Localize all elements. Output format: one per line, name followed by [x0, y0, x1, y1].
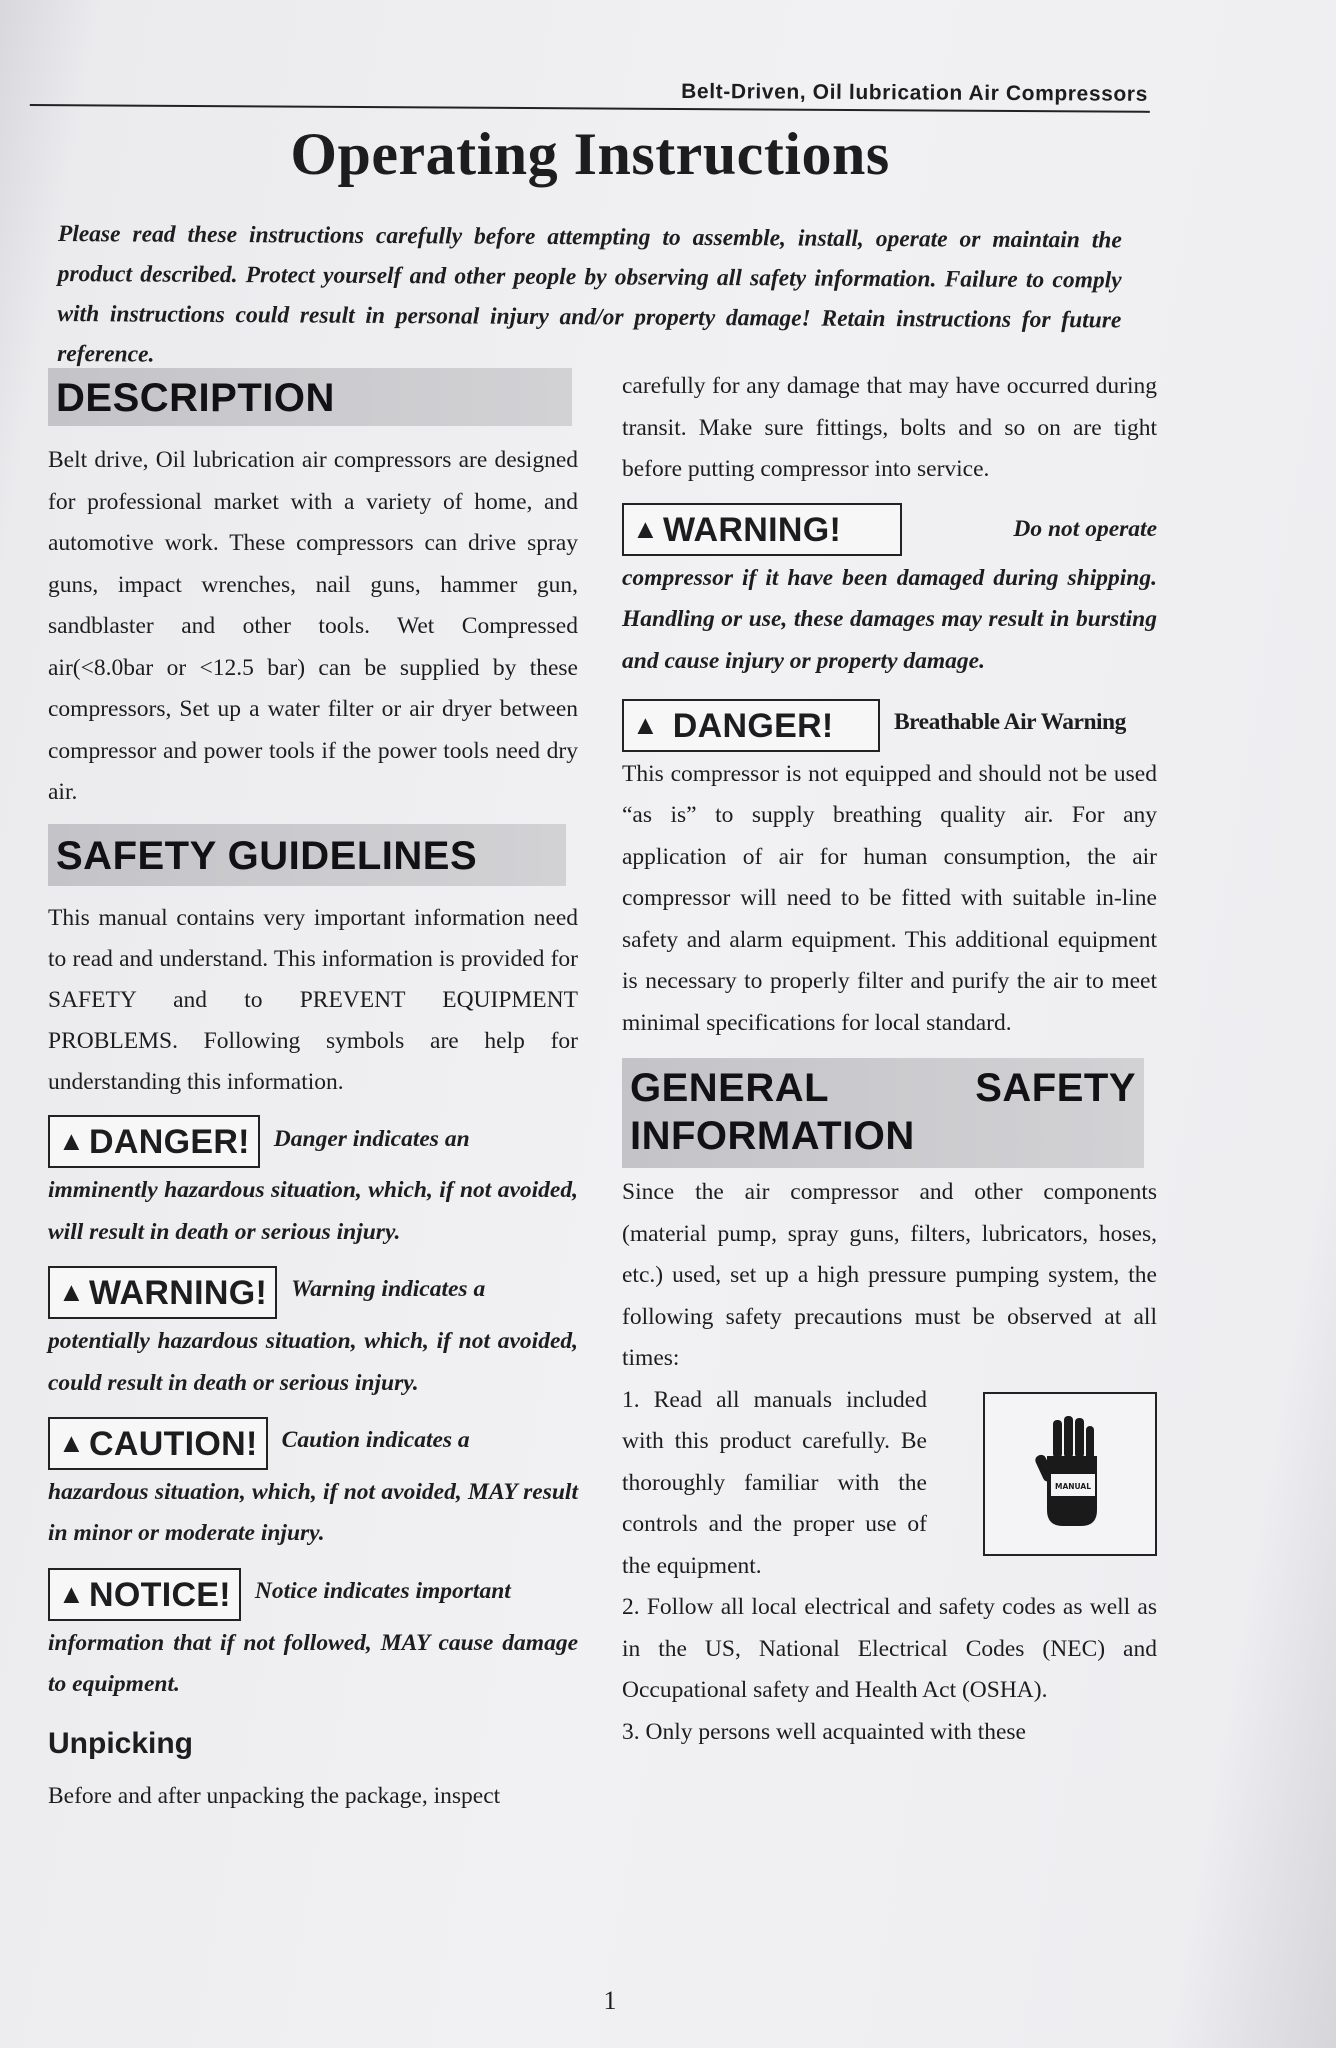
right-danger: [622, 696, 1157, 1044]
notice-definition: information that if not followed, MAY cause damage to equipment.: [48, 1629, 578, 1698]
general-heading-word-2: SAFETY: [975, 1066, 1136, 1111]
safety-guidelines-text: This manual contains very important information need to read and understand. This information is provided for SAFETY and to PREVENT EQUIPMENT PROBLEMS. Following symbols are help for understanding this information.: [48, 904, 578, 1095]
right-warning-text: compressor if it have been damaged during shipping. Handling or use, these damages may result in bursting and cause injury or property damage.: [622, 564, 1157, 674]
notice-label: NOTICE!: [89, 1575, 231, 1614]
right-danger-label-box: [622, 699, 880, 752]
list-item-1-wrap: [622, 1380, 1157, 1588]
unpacking-continued-text: carefully for any damage that may have occurred during transit. Make sure fittings, bolts and so on are tight before putting compressor into service.: [622, 373, 1157, 482]
warning-triangle-icon: ▲: [58, 1126, 86, 1157]
description-text: Belt drive, Oil lubrication air compressors are designed for professional market with a variety of home, and automotive work. These compressors can drive spray guns, impact wrenches, nail guns, hammer gun, sandblaster and other tools. Wet Compressed air(<8.0bar or <12.5 bar) can be supplied by these compressors, Set up a water filter or air dryer between compressor and power tools if the power tools need dry air.: [48, 447, 578, 805]
warning-lead: Warning indicates a: [291, 1276, 486, 1303]
breathable-air-warning-title: Breathable Air Warning: [894, 709, 1126, 735]
intro-paragraph: Please read these instructions carefully before attempting to assemble, install, operate or maintain the product described. Protect yourself and other people by observing all safety information. Failure to comply with instructions could result in personal injury and/or property damage! Retain instructions for future reference.: [57, 220, 1122, 368]
right-warning: [622, 503, 1157, 683]
warning-triangle-icon: ▲: [58, 1277, 86, 1308]
danger-definition: imminently hazardous situation, which, if not avoided, will result in death or serious injury.: [48, 1177, 578, 1245]
general-heading-word-3: INFORMATION: [630, 1114, 915, 1159]
general-heading-word-1: GENERAL: [630, 1066, 830, 1111]
warning-triangle-icon: ▲: [58, 1427, 86, 1458]
caution-label: CAUTION!: [89, 1424, 258, 1463]
left-column: [48, 368, 578, 1817]
right-column: [622, 366, 1157, 1753]
list-item: 1. Read all manuals included with this product carefully. Be thoroughly familiar with the controls and the proper use of the equipment.: [622, 1386, 927, 1579]
right-danger-label: DANGER!: [672, 706, 834, 745]
signal-notice: [48, 1565, 578, 1706]
general-safety-text: Since the air compressor and other components (material pump, spray guns, filters, lubricators, hoses, etc.) used, set up a high pressure pumping system, the following safety precautions must be observed at all times:: [622, 1179, 1157, 1372]
list-item: 2. Follow all local electrical and safety codes as well as in the US, National Electrical Codes (NEC) and Occupational safety and Health Act (OSHA).: [622, 1594, 1157, 1704]
warning-triangle-icon: ▲: [58, 1578, 86, 1609]
caution-lead: Caution indicates a: [281, 1427, 470, 1454]
breathing-air-text: This compressor is not equipped and should not be used “as is” to supply breathing quality air. For any application of air for human consumption, the air compressor will need to be fitted with suitable in-line safety and alarm equipment. This additional equipment is necessary to properly filter and purify the air to meet minimal specifications for local standard.: [622, 760, 1157, 1036]
warning-triangle-icon: ▲: [632, 709, 660, 740]
notice-label-box: [48, 1568, 241, 1621]
read-manual-symbol: [983, 1392, 1157, 1556]
right-warning-label: WARNING!: [663, 510, 842, 549]
safety-guidelines-heading: SAFETY GUIDELINES: [48, 824, 566, 886]
unpicking-heading: Unpicking: [48, 1726, 194, 1760]
warning-triangle-icon: ▲: [632, 513, 660, 544]
page-number: 1: [603, 1986, 617, 2015]
signal-warning: [48, 1263, 578, 1404]
page-title: Operating Instructions: [290, 121, 890, 187]
list-item: 3. Only persons well acquainted with these: [622, 1718, 1026, 1745]
description-heading: DESCRIPTION: [48, 368, 572, 426]
danger-label-box: [48, 1115, 260, 1168]
read-manual-hand-icon: [1025, 1414, 1115, 1534]
unpicking-text: Before and after unpacking the package, inspect: [48, 1782, 501, 1809]
right-warning-lead: Do not operate: [1013, 516, 1157, 542]
warning-definition: potentially hazardous situation, which, if not avoided, could result in death or serious injury.: [48, 1328, 578, 1396]
caution-label-box: [48, 1417, 268, 1470]
danger-label: DANGER!: [89, 1123, 250, 1162]
warning-label: WARNING!: [89, 1274, 268, 1313]
warning-label-box: [48, 1266, 277, 1319]
signal-caution: [48, 1414, 578, 1555]
caution-definition: hazardous situation, which, if not avoided, MAY result in minor or moderate injury.: [48, 1478, 578, 1547]
right-warning-label-box: [622, 503, 902, 556]
general-safety-heading: [622, 1058, 1144, 1168]
running-head: Belt-Driven, Oil lubrication Air Compressors: [30, 76, 1150, 113]
danger-lead: Danger indicates an: [273, 1125, 470, 1152]
signal-danger: [48, 1113, 578, 1254]
notice-lead: Notice indicates important: [254, 1577, 511, 1604]
manual-label: MANUAL: [1055, 1481, 1091, 1491]
